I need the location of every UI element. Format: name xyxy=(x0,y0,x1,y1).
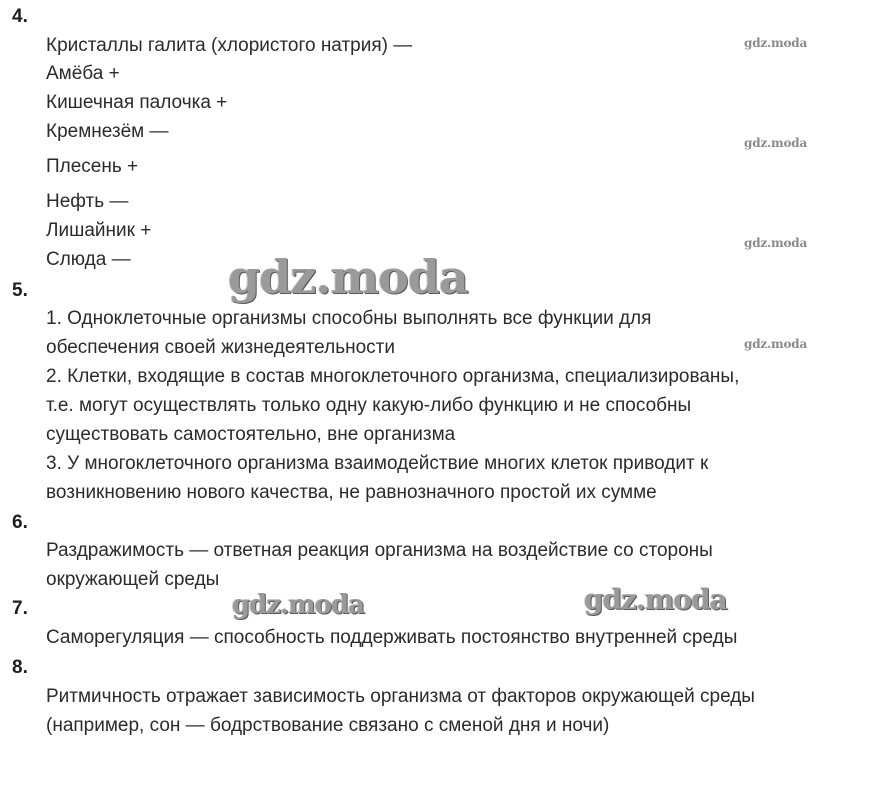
answer-line: Нефть — xyxy=(46,191,129,212)
answer-line: существовать самостоятельно, вне организма xyxy=(46,424,456,445)
answer-line: 3. У многоклеточного организма взаимодействие многих клеток приводит к xyxy=(46,453,709,474)
watermark-logo: gdz.moda xyxy=(744,236,808,250)
section-number-4: 4. xyxy=(12,6,28,27)
answer-line: Лишайник + xyxy=(46,220,152,241)
answer-line: окружающей среды xyxy=(46,569,220,590)
answer-line: Ритмичность отражает зависимость организма от факторов окружающей среды xyxy=(46,686,755,707)
answer-line: возникновению нового качества, не равнозначного простой их сумме xyxy=(46,482,657,503)
answer-line: Кремнезём — xyxy=(46,121,169,142)
answer-line: т.е. могут осуществлять только одну какую-либо функцию и не способны xyxy=(46,395,692,416)
answer-line: Плесень + xyxy=(46,156,139,177)
watermark-logo: gdz.moda xyxy=(232,590,365,620)
watermark-logo: gdz.moda xyxy=(744,136,808,150)
answer-line: Раздражимость — ответная реакция организма на воздействие со стороны xyxy=(46,540,713,561)
answer-line: 1. Одноклеточные организмы способны выполнять все функции для xyxy=(46,308,652,329)
answer-line: (например, сон — бодрствование связано с сменой дня и ночи) xyxy=(46,715,610,736)
watermark-logo: gdz.moda xyxy=(744,36,808,50)
watermark-logo: gdz.moda xyxy=(744,337,808,351)
section-number-7: 7. xyxy=(12,598,28,619)
watermark-logo: gdz.moda xyxy=(228,250,468,304)
answer-line: Кристаллы галита (хлористого натрия) — xyxy=(46,35,413,56)
section-number-5: 5. xyxy=(12,280,28,301)
section-number-8: 8. xyxy=(12,657,28,678)
answer-line: Саморегуляция — способность поддерживать постоянство внутренней среды xyxy=(46,627,738,648)
section-number-6: 6. xyxy=(12,512,28,533)
answer-line: 2. Клетки, входящие в состав многоклеточного организма, специализированы, xyxy=(46,366,740,387)
answer-line: Слюда — xyxy=(46,249,131,270)
watermark-logo: gdz.moda xyxy=(584,583,727,616)
answer-line: Амёба + xyxy=(46,63,120,84)
answer-line: обеспечения своей жизнедеятельности xyxy=(46,337,395,358)
answer-line: Кишечная палочка + xyxy=(46,92,228,113)
